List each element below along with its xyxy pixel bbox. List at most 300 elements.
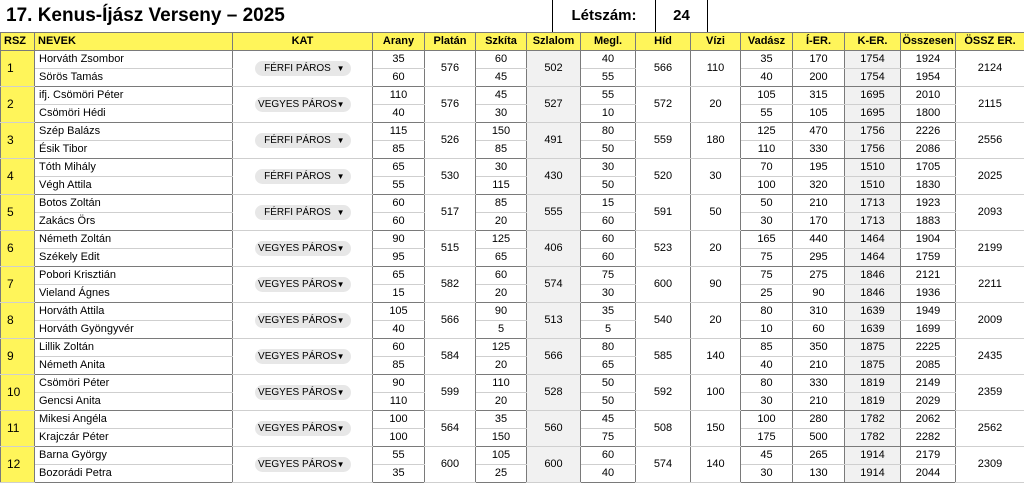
szlalom-cell[interactable]: 527 <box>527 87 581 123</box>
ier-cell[interactable]: 60 <box>793 321 845 339</box>
ker-cell[interactable]: 1914 <box>845 447 901 465</box>
vadasz-cell[interactable]: 105 <box>741 87 793 105</box>
osszesen-cell[interactable]: 1883 <box>901 213 956 231</box>
megl-cell[interactable]: 5 <box>581 321 636 339</box>
hid-cell[interactable]: 508 <box>636 411 691 447</box>
ossz-er-cell[interactable]: 2359 <box>956 375 1024 411</box>
szlalom-cell[interactable]: 430 <box>527 159 581 195</box>
ier-cell[interactable]: 280 <box>793 411 845 429</box>
ker-cell[interactable]: 1875 <box>845 357 901 375</box>
arany-cell[interactable]: 65 <box>373 159 425 177</box>
platan-cell[interactable]: 599 <box>425 375 476 411</box>
osszesen-cell[interactable]: 2225 <box>901 339 956 357</box>
szlalom-cell[interactable]: 574 <box>527 267 581 303</box>
hid-cell[interactable]: 559 <box>636 123 691 159</box>
ker-cell[interactable]: 1695 <box>845 105 901 123</box>
osszesen-cell[interactable]: 2226 <box>901 123 956 141</box>
ker-cell[interactable]: 1464 <box>845 231 901 249</box>
vizi-cell[interactable]: 50 <box>691 195 741 231</box>
name-cell[interactable]: Horváth Zsombor <box>35 51 233 69</box>
rank-cell[interactable]: 12 <box>1 447 35 483</box>
arany-cell[interactable]: 55 <box>373 447 425 465</box>
megl-cell[interactable]: 65 <box>581 357 636 375</box>
category-dropdown[interactable] <box>255 133 351 148</box>
megl-cell[interactable]: 75 <box>581 267 636 285</box>
ier-cell[interactable]: 170 <box>793 213 845 231</box>
szlalom-cell[interactable]: 555 <box>527 195 581 231</box>
megl-cell[interactable]: 80 <box>581 123 636 141</box>
ker-cell[interactable]: 1695 <box>845 87 901 105</box>
ker-cell[interactable]: 1464 <box>845 249 901 267</box>
category-cell[interactable] <box>233 339 373 375</box>
rank-cell[interactable]: 7 <box>1 267 35 303</box>
name-cell[interactable]: Csömöri Péter <box>35 375 233 393</box>
osszesen-cell[interactable]: 2149 <box>901 375 956 393</box>
szlalom-cell[interactable]: 600 <box>527 447 581 483</box>
arany-cell[interactable]: 55 <box>373 177 425 195</box>
szkita-cell[interactable]: 60 <box>476 51 527 69</box>
ier-cell[interactable]: 90 <box>793 285 845 303</box>
vadasz-cell[interactable]: 40 <box>741 69 793 87</box>
megl-cell[interactable]: 10 <box>581 105 636 123</box>
ker-cell[interactable]: 1819 <box>845 375 901 393</box>
arany-cell[interactable]: 110 <box>373 393 425 411</box>
hid-cell[interactable]: 520 <box>636 159 691 195</box>
ier-cell[interactable]: 470 <box>793 123 845 141</box>
rank-cell[interactable]: 2 <box>1 87 35 123</box>
szkita-cell[interactable]: 125 <box>476 231 527 249</box>
megl-cell[interactable]: 40 <box>581 51 636 69</box>
ier-cell[interactable]: 350 <box>793 339 845 357</box>
header-arany[interactable]: Arany <box>373 33 425 51</box>
szkita-cell[interactable]: 30 <box>476 105 527 123</box>
platan-cell[interactable]: 582 <box>425 267 476 303</box>
ier-cell[interactable]: 500 <box>793 429 845 447</box>
arany-cell[interactable]: 100 <box>373 429 425 447</box>
hid-cell[interactable]: 600 <box>636 267 691 303</box>
szkita-cell[interactable]: 60 <box>476 267 527 285</box>
osszesen-cell[interactable]: 1830 <box>901 177 956 195</box>
ier-cell[interactable]: 130 <box>793 465 845 483</box>
ossz-er-cell[interactable]: 2199 <box>956 231 1024 267</box>
vizi-cell[interactable]: 20 <box>691 303 741 339</box>
vadasz-cell[interactable]: 100 <box>741 177 793 195</box>
header-megl[interactable]: Megl. <box>581 33 636 51</box>
osszesen-cell[interactable]: 2085 <box>901 357 956 375</box>
ker-cell[interactable]: 1846 <box>845 285 901 303</box>
name-cell[interactable]: Vieland Ágnes <box>35 285 233 303</box>
category-cell[interactable] <box>233 267 373 303</box>
ossz-er-cell[interactable]: 2309 <box>956 447 1024 483</box>
vadasz-cell[interactable]: 110 <box>741 141 793 159</box>
vadasz-cell[interactable]: 10 <box>741 321 793 339</box>
megl-cell[interactable]: 60 <box>581 249 636 267</box>
name-cell[interactable]: Zakács Örs <box>35 213 233 231</box>
platan-cell[interactable]: 515 <box>425 231 476 267</box>
name-cell[interactable]: Gencsi Anita <box>35 393 233 411</box>
arany-cell[interactable]: 100 <box>373 411 425 429</box>
vadasz-cell[interactable]: 100 <box>741 411 793 429</box>
vadasz-cell[interactable]: 25 <box>741 285 793 303</box>
name-cell[interactable]: Tóth Mihály <box>35 159 233 177</box>
header-ossz-er[interactable]: ÖSSZ ER. <box>956 33 1024 51</box>
arany-cell[interactable]: 85 <box>373 141 425 159</box>
rank-cell[interactable]: 10 <box>1 375 35 411</box>
vizi-cell[interactable]: 20 <box>691 231 741 267</box>
osszesen-cell[interactable]: 1800 <box>901 105 956 123</box>
megl-cell[interactable]: 45 <box>581 411 636 429</box>
szkita-cell[interactable]: 150 <box>476 429 527 447</box>
rank-cell[interactable]: 6 <box>1 231 35 267</box>
vadasz-cell[interactable]: 125 <box>741 123 793 141</box>
vadasz-cell[interactable]: 45 <box>741 447 793 465</box>
vizi-cell[interactable]: 110 <box>691 51 741 87</box>
platan-cell[interactable]: 517 <box>425 195 476 231</box>
szkita-cell[interactable]: 5 <box>476 321 527 339</box>
name-cell[interactable]: Csömöri Hédi <box>35 105 233 123</box>
szkita-cell[interactable]: 115 <box>476 177 527 195</box>
platan-cell[interactable]: 530 <box>425 159 476 195</box>
name-cell[interactable]: Németh Zoltán <box>35 231 233 249</box>
category-cell[interactable] <box>233 123 373 159</box>
name-cell[interactable]: Bozorádi Petra <box>35 465 233 483</box>
category-dropdown[interactable] <box>255 241 351 256</box>
osszesen-cell[interactable]: 1705 <box>901 159 956 177</box>
arany-cell[interactable]: 60 <box>373 213 425 231</box>
category-dropdown[interactable] <box>255 61 351 76</box>
szkita-cell[interactable]: 20 <box>476 285 527 303</box>
osszesen-cell[interactable]: 1936 <box>901 285 956 303</box>
megl-cell[interactable]: 30 <box>581 285 636 303</box>
ier-cell[interactable]: 440 <box>793 231 845 249</box>
szlalom-cell[interactable]: 502 <box>527 51 581 87</box>
ker-cell[interactable]: 1713 <box>845 195 901 213</box>
name-cell[interactable]: Mikesi Angéla <box>35 411 233 429</box>
arany-cell[interactable]: 95 <box>373 249 425 267</box>
vizi-cell[interactable]: 140 <box>691 339 741 375</box>
vizi-cell[interactable]: 20 <box>691 87 741 123</box>
category-dropdown[interactable] <box>255 349 351 364</box>
ier-cell[interactable]: 295 <box>793 249 845 267</box>
name-cell[interactable]: Sörös Tamás <box>35 69 233 87</box>
name-cell[interactable]: ifj. Csömöri Péter <box>35 87 233 105</box>
name-cell[interactable]: Horváth Gyöngyvér <box>35 321 233 339</box>
arany-cell[interactable]: 35 <box>373 465 425 483</box>
ker-cell[interactable]: 1639 <box>845 303 901 321</box>
vadasz-cell[interactable]: 175 <box>741 429 793 447</box>
arany-cell[interactable]: 105 <box>373 303 425 321</box>
megl-cell[interactable]: 15 <box>581 195 636 213</box>
osszesen-cell[interactable]: 2044 <box>901 465 956 483</box>
category-cell[interactable] <box>233 411 373 447</box>
category-dropdown[interactable] <box>255 421 351 436</box>
ier-cell[interactable]: 315 <box>793 87 845 105</box>
szkita-cell[interactable]: 35 <box>476 411 527 429</box>
arany-cell[interactable]: 35 <box>373 51 425 69</box>
name-cell[interactable]: Végh Attila <box>35 177 233 195</box>
ker-cell[interactable]: 1639 <box>845 321 901 339</box>
platan-cell[interactable]: 576 <box>425 87 476 123</box>
szkita-cell[interactable]: 85 <box>476 141 527 159</box>
szkita-cell[interactable]: 25 <box>476 465 527 483</box>
platan-cell[interactable]: 584 <box>425 339 476 375</box>
vadasz-cell[interactable]: 70 <box>741 159 793 177</box>
rank-cell[interactable]: 8 <box>1 303 35 339</box>
vadasz-cell[interactable]: 50 <box>741 195 793 213</box>
osszesen-cell[interactable]: 2010 <box>901 87 956 105</box>
name-cell[interactable]: Botos Zoltán <box>35 195 233 213</box>
header-szlalom[interactable]: Szlalom <box>527 33 581 51</box>
name-cell[interactable]: Pobori Krisztián <box>35 267 233 285</box>
osszesen-cell[interactable]: 1923 <box>901 195 956 213</box>
szkita-cell[interactable]: 150 <box>476 123 527 141</box>
ier-cell[interactable]: 310 <box>793 303 845 321</box>
ossz-er-cell[interactable]: 2093 <box>956 195 1024 231</box>
name-cell[interactable]: Ésik Tibor <box>35 141 233 159</box>
rank-cell[interactable]: 9 <box>1 339 35 375</box>
name-cell[interactable]: Szép Balázs <box>35 123 233 141</box>
osszesen-cell[interactable]: 1904 <box>901 231 956 249</box>
ker-cell[interactable]: 1756 <box>845 123 901 141</box>
ier-cell[interactable]: 210 <box>793 195 845 213</box>
ier-cell[interactable]: 265 <box>793 447 845 465</box>
arany-cell[interactable]: 60 <box>373 69 425 87</box>
category-cell[interactable] <box>233 447 373 483</box>
category-cell[interactable] <box>233 195 373 231</box>
megl-cell[interactable]: 50 <box>581 177 636 195</box>
hid-cell[interactable]: 592 <box>636 375 691 411</box>
megl-cell[interactable]: 60 <box>581 213 636 231</box>
category-cell[interactable] <box>233 159 373 195</box>
category-cell[interactable] <box>233 375 373 411</box>
szlalom-cell[interactable]: 560 <box>527 411 581 447</box>
vadasz-cell[interactable]: 75 <box>741 249 793 267</box>
hid-cell[interactable]: 523 <box>636 231 691 267</box>
megl-cell[interactable]: 60 <box>581 447 636 465</box>
header-vadasz[interactable]: Vadász <box>741 33 793 51</box>
platan-cell[interactable]: 526 <box>425 123 476 159</box>
megl-cell[interactable]: 55 <box>581 87 636 105</box>
szkita-cell[interactable]: 45 <box>476 87 527 105</box>
osszesen-cell[interactable]: 1924 <box>901 51 956 69</box>
ker-cell[interactable]: 1782 <box>845 411 901 429</box>
ker-cell[interactable]: 1754 <box>845 69 901 87</box>
megl-cell[interactable]: 30 <box>581 159 636 177</box>
rank-cell[interactable]: 4 <box>1 159 35 195</box>
szlalom-cell[interactable]: 406 <box>527 231 581 267</box>
ossz-er-cell[interactable]: 2124 <box>956 51 1024 87</box>
vadasz-cell[interactable]: 30 <box>741 465 793 483</box>
name-cell[interactable]: Krajczár Péter <box>35 429 233 447</box>
header-vizi[interactable]: Vízi <box>691 33 741 51</box>
category-cell[interactable] <box>233 51 373 87</box>
megl-cell[interactable]: 50 <box>581 141 636 159</box>
arany-cell[interactable]: 60 <box>373 339 425 357</box>
vizi-cell[interactable]: 150 <box>691 411 741 447</box>
platan-cell[interactable]: 600 <box>425 447 476 483</box>
szlalom-cell[interactable]: 491 <box>527 123 581 159</box>
vadasz-cell[interactable]: 30 <box>741 393 793 411</box>
ossz-er-cell[interactable]: 2211 <box>956 267 1024 303</box>
szlalom-cell[interactable]: 566 <box>527 339 581 375</box>
category-cell[interactable] <box>233 231 373 267</box>
ier-cell[interactable]: 210 <box>793 357 845 375</box>
ier-cell[interactable]: 320 <box>793 177 845 195</box>
arany-cell[interactable]: 115 <box>373 123 425 141</box>
category-dropdown[interactable] <box>255 313 351 328</box>
vadasz-cell[interactable]: 35 <box>741 51 793 69</box>
ker-cell[interactable]: 1782 <box>845 429 901 447</box>
ker-cell[interactable]: 1754 <box>845 51 901 69</box>
ker-cell[interactable]: 1846 <box>845 267 901 285</box>
osszesen-cell[interactable]: 2062 <box>901 411 956 429</box>
szkita-cell[interactable]: 30 <box>476 159 527 177</box>
header-nevek[interactable]: NEVEK <box>35 33 233 51</box>
vadasz-cell[interactable]: 165 <box>741 231 793 249</box>
ossz-er-cell[interactable]: 2556 <box>956 123 1024 159</box>
count-label[interactable]: Létszám: <box>553 0 656 32</box>
vadasz-cell[interactable]: 75 <box>741 267 793 285</box>
ier-cell[interactable]: 195 <box>793 159 845 177</box>
name-cell[interactable]: Horváth Attila <box>35 303 233 321</box>
megl-cell[interactable]: 75 <box>581 429 636 447</box>
szlalom-cell[interactable]: 528 <box>527 375 581 411</box>
ier-cell[interactable]: 200 <box>793 69 845 87</box>
vizi-cell[interactable]: 100 <box>691 375 741 411</box>
szkita-cell[interactable]: 110 <box>476 375 527 393</box>
hid-cell[interactable]: 585 <box>636 339 691 375</box>
arany-cell[interactable]: 15 <box>373 285 425 303</box>
rank-cell[interactable]: 5 <box>1 195 35 231</box>
rank-cell[interactable]: 11 <box>1 411 35 447</box>
ker-cell[interactable]: 1713 <box>845 213 901 231</box>
megl-cell[interactable]: 55 <box>581 69 636 87</box>
category-dropdown[interactable] <box>255 385 351 400</box>
arany-cell[interactable]: 65 <box>373 267 425 285</box>
vadasz-cell[interactable]: 80 <box>741 375 793 393</box>
szlalom-cell[interactable]: 513 <box>527 303 581 339</box>
ier-cell[interactable]: 330 <box>793 375 845 393</box>
ier-cell[interactable]: 275 <box>793 267 845 285</box>
header-osszesen[interactable]: Összesen <box>901 33 956 51</box>
megl-cell[interactable]: 40 <box>581 465 636 483</box>
category-cell[interactable] <box>233 303 373 339</box>
osszesen-cell[interactable]: 1949 <box>901 303 956 321</box>
szkita-cell[interactable]: 20 <box>476 357 527 375</box>
osszesen-cell[interactable]: 1759 <box>901 249 956 267</box>
hid-cell[interactable]: 540 <box>636 303 691 339</box>
header-szkita[interactable]: Szkíta <box>476 33 527 51</box>
name-cell[interactable]: Németh Anita <box>35 357 233 375</box>
ier-cell[interactable]: 210 <box>793 393 845 411</box>
osszesen-cell[interactable]: 2086 <box>901 141 956 159</box>
ossz-er-cell[interactable]: 2562 <box>956 411 1024 447</box>
count-value[interactable]: 24 <box>656 0 708 32</box>
megl-cell[interactable]: 35 <box>581 303 636 321</box>
megl-cell[interactable]: 50 <box>581 393 636 411</box>
arany-cell[interactable]: 40 <box>373 321 425 339</box>
szkita-cell[interactable]: 45 <box>476 69 527 87</box>
vadasz-cell[interactable]: 55 <box>741 105 793 123</box>
osszesen-cell[interactable]: 2282 <box>901 429 956 447</box>
platan-cell[interactable]: 566 <box>425 303 476 339</box>
osszesen-cell[interactable]: 2029 <box>901 393 956 411</box>
szkita-cell[interactable]: 65 <box>476 249 527 267</box>
arany-cell[interactable]: 85 <box>373 357 425 375</box>
header-ier[interactable]: Í-ER. <box>793 33 845 51</box>
empty-cell[interactable] <box>708 0 1024 32</box>
header-ker[interactable]: K-ER. <box>845 33 901 51</box>
category-dropdown[interactable] <box>255 97 351 112</box>
category-dropdown[interactable] <box>255 205 351 220</box>
platan-cell[interactable]: 576 <box>425 51 476 87</box>
ossz-er-cell[interactable]: 2435 <box>956 339 1024 375</box>
ker-cell[interactable]: 1875 <box>845 339 901 357</box>
szkita-cell[interactable]: 20 <box>476 393 527 411</box>
category-cell[interactable] <box>233 87 373 123</box>
name-cell[interactable]: Lillik Zoltán <box>35 339 233 357</box>
rank-cell[interactable]: 1 <box>1 51 35 87</box>
vadasz-cell[interactable]: 30 <box>741 213 793 231</box>
szkita-cell[interactable]: 90 <box>476 303 527 321</box>
platan-cell[interactable]: 564 <box>425 411 476 447</box>
vadasz-cell[interactable]: 85 <box>741 339 793 357</box>
ker-cell[interactable]: 1510 <box>845 159 901 177</box>
page-title[interactable]: 17. Kenus-Íjász Verseny – 2025 <box>0 0 553 32</box>
szkita-cell[interactable]: 125 <box>476 339 527 357</box>
header-hid[interactable]: Híd <box>636 33 691 51</box>
arany-cell[interactable]: 90 <box>373 375 425 393</box>
header-kat[interactable]: KAT <box>233 33 373 51</box>
osszesen-cell[interactable]: 1954 <box>901 69 956 87</box>
category-dropdown[interactable] <box>255 277 351 292</box>
osszesen-cell[interactable]: 2121 <box>901 267 956 285</box>
arany-cell[interactable]: 60 <box>373 195 425 213</box>
arany-cell[interactable]: 90 <box>373 231 425 249</box>
ossz-er-cell[interactable]: 2115 <box>956 87 1024 123</box>
ker-cell[interactable]: 1914 <box>845 465 901 483</box>
ier-cell[interactable]: 330 <box>793 141 845 159</box>
rank-cell[interactable]: 3 <box>1 123 35 159</box>
hid-cell[interactable]: 574 <box>636 447 691 483</box>
hid-cell[interactable]: 591 <box>636 195 691 231</box>
ker-cell[interactable]: 1510 <box>845 177 901 195</box>
vizi-cell[interactable]: 90 <box>691 267 741 303</box>
arany-cell[interactable]: 110 <box>373 87 425 105</box>
ossz-er-cell[interactable]: 2025 <box>956 159 1024 195</box>
header-rsz[interactable]: RSZ <box>1 33 35 51</box>
ker-cell[interactable]: 1756 <box>845 141 901 159</box>
name-cell[interactable]: Székely Edit <box>35 249 233 267</box>
megl-cell[interactable]: 50 <box>581 375 636 393</box>
osszesen-cell[interactable]: 1699 <box>901 321 956 339</box>
category-dropdown[interactable] <box>255 169 351 184</box>
hid-cell[interactable]: 566 <box>636 51 691 87</box>
header-platan[interactable]: Platán <box>425 33 476 51</box>
ossz-er-cell[interactable]: 2009 <box>956 303 1024 339</box>
ier-cell[interactable]: 105 <box>793 105 845 123</box>
ier-cell[interactable]: 170 <box>793 51 845 69</box>
hid-cell[interactable]: 572 <box>636 87 691 123</box>
arany-cell[interactable]: 40 <box>373 105 425 123</box>
szkita-cell[interactable]: 105 <box>476 447 527 465</box>
osszesen-cell[interactable]: 2179 <box>901 447 956 465</box>
category-dropdown[interactable] <box>255 457 351 472</box>
szkita-cell[interactable]: 20 <box>476 213 527 231</box>
vizi-cell[interactable]: 140 <box>691 447 741 483</box>
vizi-cell[interactable]: 30 <box>691 159 741 195</box>
vizi-cell[interactable]: 180 <box>691 123 741 159</box>
